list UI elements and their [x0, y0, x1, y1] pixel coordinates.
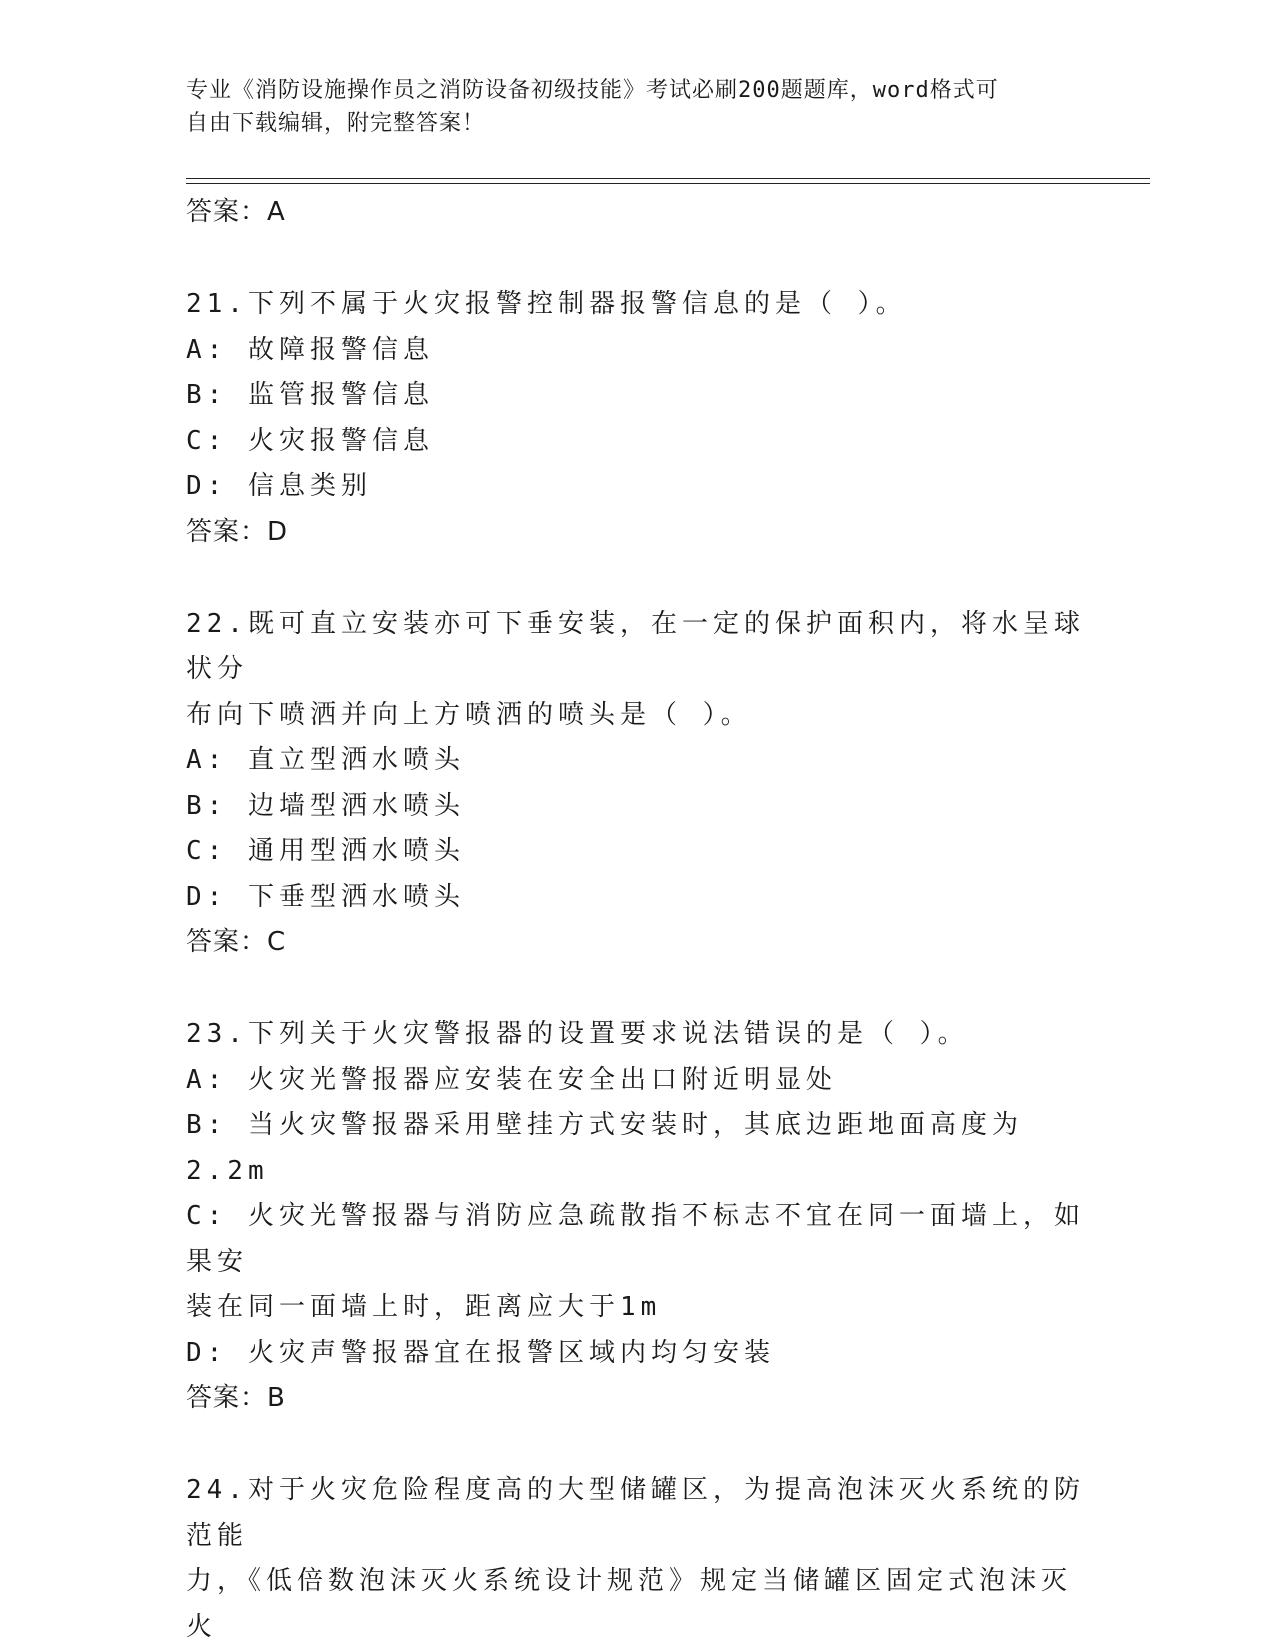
question-stem-continued: 力，《低倍数泡沫灭火系统设计规范》规定当储罐区固定式泡沫灭火 — [186, 1566, 1073, 1642]
answer-label: 答案：D — [186, 516, 289, 547]
option-d: D: 下垂型洒水喷头 — [186, 881, 465, 912]
option-c: C: 通用型洒水喷头 — [186, 836, 465, 866]
question-stem-continued: 布向下喷洒并向上方喷洒的喷头是（ ）。 — [186, 699, 752, 730]
option-b: B: 监管报警信息 — [186, 380, 434, 410]
answer-label: 答案：C — [186, 927, 287, 957]
page-header — [186, 74, 1066, 140]
option-c-continued: 装在同一面墙上时，距离应大于1m — [186, 1292, 662, 1322]
question-stem: 22.既可直立安装亦可下垂安装，在一定的保护面积内，将水呈球状分 — [186, 608, 1085, 684]
option-c: C: 火灾报警信息 — [186, 425, 434, 456]
answer-label: 答案：A — [186, 197, 286, 227]
header-divider — [186, 178, 1150, 184]
question-stem: 24.对于火灾危险程度高的大型储罐区，为提高泡沫灭火系统的防范能 — [186, 1475, 1085, 1551]
answer-label: 答案：B — [186, 1383, 286, 1413]
option-a: A: 火灾光警报器应安装在安全出口附近明显处 — [186, 1064, 837, 1095]
option-d: D: 火灾声警报器宜在报警区域内均匀安装 — [186, 1337, 775, 1368]
option-b: B: 边墙型洒水喷头 — [186, 790, 465, 821]
document-body — [186, 190, 1086, 1650]
question-23 — [186, 1012, 1086, 1420]
header-line-2: 自由下载编辑，附完整答案！ — [186, 111, 486, 136]
option-d: D: 信息类别 — [186, 471, 372, 501]
question-21 — [186, 282, 1086, 554]
question-22 — [186, 602, 1086, 965]
option-a: A: 直立型洒水喷头 — [186, 745, 465, 775]
header-line-1: 专业《消防设施操作员之消防设备初级技能》考试必刷200题题库，word格式可 — [186, 78, 999, 103]
question-24 — [186, 1468, 1086, 1650]
option-b: B: 当火灾警报器采用壁挂方式安装时，其底边距地面高度为2.2m — [186, 1110, 1023, 1186]
question-stem: 23.下列关于火灾警报器的设置要求说法错误的是（ ）。 — [186, 1019, 969, 1049]
option-c: C: 火灾光警报器与消防应急疏散指不标志不宜在同一面墙上，如果安 — [186, 1201, 1085, 1277]
option-a: A: 故障报警信息 — [186, 334, 434, 365]
question-stem: 21.下列不属于火灾报警控制器报警信息的是（ ）。 — [186, 289, 907, 319]
